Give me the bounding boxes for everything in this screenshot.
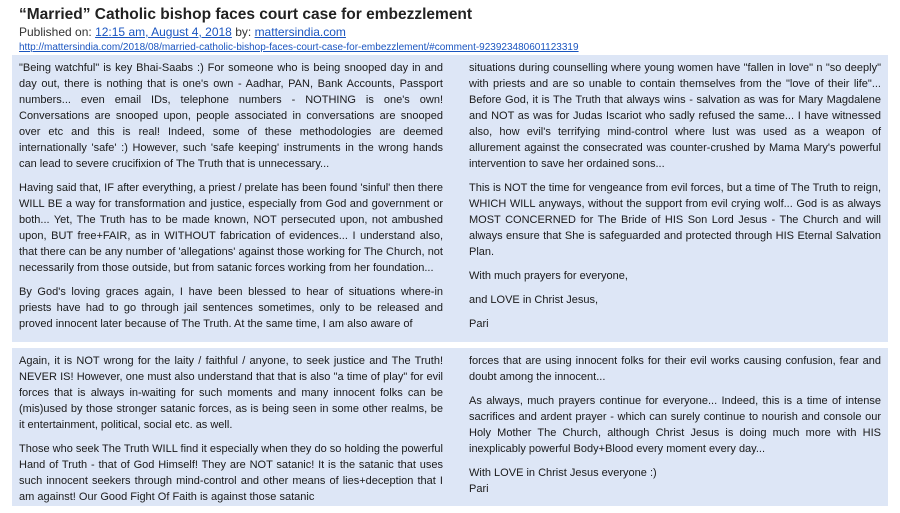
paragraph: By God's loving graces again, I have been blessed to hear of situations where-in priests have had to go through jail sentences sometimes, only to be released and proved innocent later because of The Truth. At the same time, I am also aware of [19,286,443,330]
by-label: by: [235,25,252,39]
comment-1-left-column [19,60,443,340]
closing-line: With LOVE in Christ Jesus everyone :) [469,467,657,479]
paragraph: As always, much prayers continue for everyone... Indeed, this is a time of intense sacrifices and ardent prayer - which can surely continue to nourish and console our Holy Mother The Church, although Christ Jesus is doing much more with HIS inexplicably powerful Body+Blood every moment every day... [469,395,881,455]
paragraph: This is NOT the time for vengeance from evil forces, but a time of The Truth to reign, WHICH WILL anyways, without the support from evil crying wolf... God is as always MOST CONCERNED for The Bride of HIS Son Lord Jesus - The Church and will always ensure that She is safeguarded and protected through HIS Eternal Salvation Plan. [469,182,881,258]
signature: Pari [469,483,489,495]
comment-block-1 [12,55,888,342]
paragraph: situations during counselling where young women have "fallen in love" n "so deeply" with priests and are so unable to contain themselves from the "love of their life"... Before God, it is The Truth that always wins - salvation as was for Mary Magdalene and NOT as was for Judas Iscariot who sadly refused the same... I have witnessed also, how evil's terrifying mind-control where lust was used as a weapon of allurement against the consecrated was counter-crushed by Mama Mary's powerful intervention to save her ordained sons... [469,62,881,170]
published-prefix: Published on: [19,25,92,39]
paragraph: "Being watchful" is key Bhai-Saabs :) For someone who is being snooped day in and day out, there is nothing that is one's own - Aadhar, PAN, Bank Accounts, Passport numbers... even email IDs, telephone numbers - NOTHING is one's own! Conversations are snooped upon, people associated in conversations are snooped over etc and this is real! Indeed, some of these methodologies are deemed internationally 'safe' :) However, such 'safe keeping' instruments in the wrong hands can lead to severe crucifixion of The Truth that is unnecessary... [19,62,443,170]
comment-2-right-column [469,353,881,497]
comment-2-left-column [19,353,443,513]
article-header [19,5,889,55]
closing [469,465,881,497]
author-link[interactable]: mattersindia.com [254,25,346,39]
comment-url-link[interactable]: http://mattersindia.com/2018/08/married-catholic-bishop-faces-court-case-for-embezzlement/#comment-923923480601123319 [19,42,579,53]
paragraph: Those who seek The Truth WILL find it especially when they do so holding the powerful Hand of Truth - that of God Himself! They are NOT satanic! It is the satanic that uses such innocent seekers through mind-control and other means of lies+deception that I am against! Our Good Fight Of Faith is against those satanic [19,443,443,503]
published-line [19,25,889,40]
paragraph: Again, it is NOT wrong for the laity / faithful / anyone, to seek justice and The Truth! NEVER IS! However, one must also understand that that is also "a time of play" for evil forces that is always in-waiting for such moments and many innocent folks can be (mis)used by those stronger satanic forces, as is being seen in some other realms, be it entertainment, political, social etc. as well. [19,355,443,431]
comment-1-right-column [469,60,881,340]
paragraph: and LOVE in Christ Jesus, [469,294,599,306]
paragraph: Having said that, IF after everything, a priest / prelate has been found 'sinful' then there WILL BE a way for transformation and justice, especially from God and government or both... Yet, The Truth has to be made known, NOT persecuted upon, not ambushed upon, BUT free+FAIR, as in WITHOUT fabrication of evidences... I understand also, that there can be any number of 'allegations' against those working for The Church, not necessarily from those outside, but from satanic forces working from her foundation... [19,182,443,274]
paragraph: With much prayers for everyone, [469,270,628,282]
paragraph: forces that are using innocent folks for their evil works causing confusion, fear and doubt among the innocent... [469,355,881,383]
comment-block-2 [12,348,888,506]
signature: Pari [469,318,489,330]
article-title: “Married” Catholic bishop faces court case for embezzlement [19,6,473,23]
published-time-link[interactable]: 12:15 am, August 4, 2018 [95,25,232,39]
